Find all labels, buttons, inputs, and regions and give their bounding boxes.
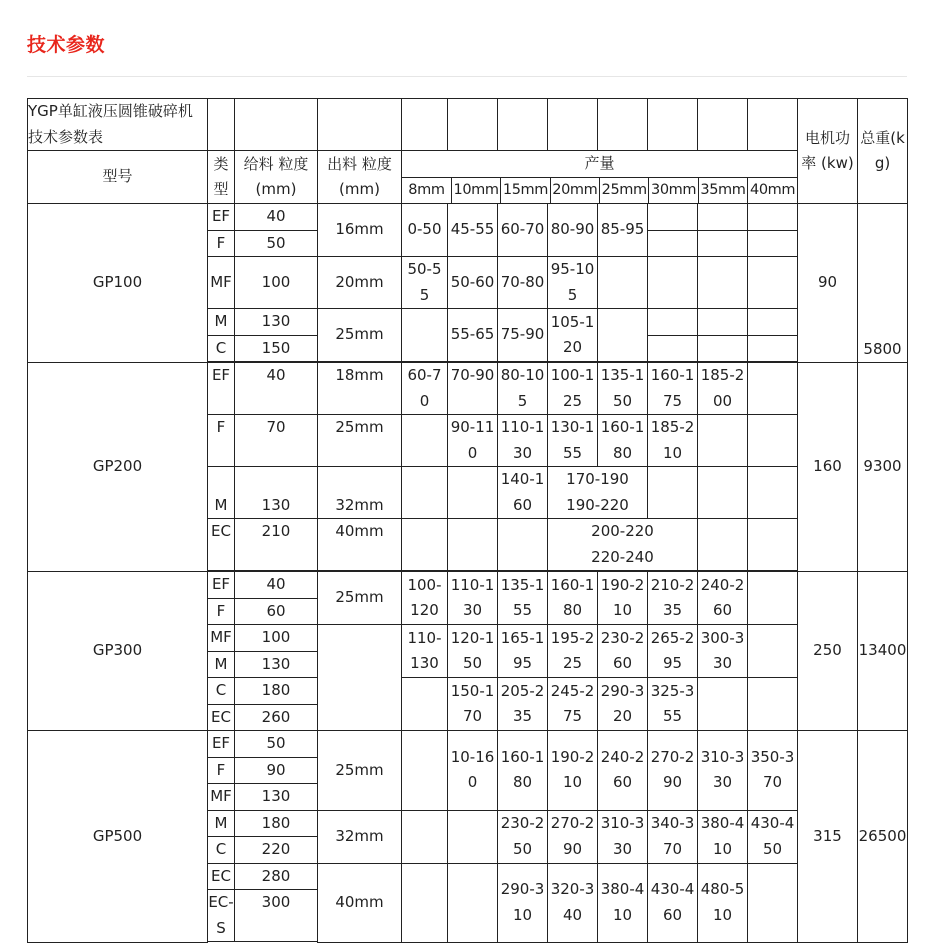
output-cell: 50-55	[402, 257, 448, 309]
discharge-cell: 25mm	[318, 309, 402, 362]
feed-cell: 50	[235, 230, 318, 257]
output-cell: 380-410	[598, 863, 648, 942]
output-cell: 240-260	[698, 572, 748, 625]
feed-cell: 280	[235, 863, 318, 890]
model-name: GP100	[28, 204, 208, 363]
power-cell: 90	[798, 204, 858, 363]
output-cell: 130-155	[548, 415, 598, 467]
type-cell: EC	[208, 863, 235, 890]
discharge-cell: 40mm	[318, 863, 402, 942]
output-col-label: 10mm	[451, 177, 500, 203]
header-power: 电机功率 (kw)	[798, 99, 858, 204]
output-cell: 75-90	[498, 309, 548, 362]
feed-cell: 180	[235, 678, 318, 705]
header-model: 型号	[28, 151, 208, 204]
output-cell: 310-330	[698, 731, 748, 811]
output-cell: 290-320	[598, 678, 648, 731]
output-cell: 230-260	[598, 625, 648, 678]
feed-cell: 100	[235, 257, 318, 309]
power-cell: 250	[798, 572, 858, 731]
output-cell: 100-125	[548, 363, 598, 415]
type-cell: M	[208, 467, 235, 519]
type-cell: MF	[208, 625, 235, 652]
output-cell: 70-90	[448, 363, 498, 415]
divider	[27, 76, 907, 77]
spec-table	[27, 98, 908, 943]
output-cell: 0-50	[402, 204, 448, 257]
type-cell: EC	[208, 519, 235, 571]
type-cell: MF	[208, 784, 235, 811]
table-caption: YGP单缸液压圆锥破碎机技术参数表	[28, 99, 208, 151]
feed-cell: 40	[235, 363, 318, 415]
output-cell: 165-195	[498, 625, 548, 678]
feed-cell: 40	[235, 204, 318, 231]
output-cell: 60-70	[498, 204, 548, 257]
output-cell: 80-105	[498, 363, 548, 415]
output-col-label: 40mm	[750, 181, 796, 198]
model-name: GP300	[28, 572, 208, 731]
feed-cell: 210	[235, 519, 318, 571]
type-cell: F	[208, 415, 235, 467]
type-cell: EF	[208, 204, 235, 231]
discharge-cell: 25mm	[318, 572, 402, 625]
output-cell: 320-340	[548, 863, 598, 942]
output-cell: 300-330	[698, 625, 748, 678]
output-cell: 140-160	[498, 467, 548, 519]
model-name: GP500	[28, 731, 208, 943]
output-cell: 10-160	[448, 731, 498, 811]
output-cell: 220-240	[591, 547, 654, 566]
type-cell: EF	[208, 731, 235, 758]
output-cell: 45-55	[448, 204, 498, 257]
type-cell: M	[208, 309, 235, 336]
output-cell: 70-80	[498, 257, 548, 309]
output-col-label: 20mm	[550, 177, 599, 203]
output-cell: 430-450	[748, 810, 798, 863]
feed-cell: 180	[235, 810, 318, 837]
output-col-label: 30mm	[649, 177, 698, 203]
output-cell: 100-120	[402, 572, 448, 625]
output-cell: 245-275	[548, 678, 598, 731]
output-cell: 240-260	[598, 731, 648, 811]
type-cell: MF	[208, 257, 235, 309]
type-cell: F	[208, 757, 235, 784]
output-cell: 60-70	[402, 363, 448, 415]
header-weight: 总重(kg)	[858, 99, 908, 204]
feed-cell: 130	[235, 309, 318, 336]
type-cell: M	[208, 810, 235, 837]
output-cell: 55-65	[448, 309, 498, 362]
discharge-cell: 18mm	[318, 363, 402, 415]
output-cell: 350-370	[748, 731, 798, 811]
output-col-label: 25mm	[600, 177, 649, 203]
output-cell: 430-460	[648, 863, 698, 942]
type-cell: C	[208, 335, 235, 362]
feed-cell: 60	[235, 598, 318, 625]
output-cell: 270-290	[548, 810, 598, 863]
type-cell: EC-S	[208, 890, 235, 942]
output-cell: 205-235	[498, 678, 548, 731]
type-cell: EC	[208, 704, 235, 731]
output-cell: 290-310	[498, 863, 548, 942]
output-cell: 265-295	[648, 625, 698, 678]
feed-cell: 70	[235, 415, 318, 467]
discharge-cell: 16mm	[318, 204, 402, 257]
output-cell: 310-330	[598, 810, 648, 863]
feed-cell: 150	[235, 335, 318, 362]
feed-cell: 130	[235, 467, 318, 519]
weight-cell: 26500	[858, 731, 908, 943]
type-cell: F	[208, 598, 235, 625]
discharge-cell: 20mm	[318, 257, 402, 309]
type-cell: EF	[208, 572, 235, 599]
header-discharge-size: 出料 粒度(mm)	[318, 151, 402, 204]
output-col-label: 15mm	[501, 177, 550, 203]
output-cell: 85-95	[598, 204, 648, 257]
feed-cell: 220	[235, 837, 318, 864]
output-cell: 160-180	[598, 415, 648, 467]
feed-cell: 260	[235, 704, 318, 731]
output-cell: 110-130	[498, 415, 548, 467]
output-col-label: 35mm	[698, 177, 747, 203]
feed-cell: 130	[235, 651, 318, 678]
output-cell: 80-90	[548, 204, 598, 257]
feed-cell: 40	[235, 572, 318, 599]
output-cell: 110-130	[448, 572, 498, 625]
output-cell: 120-150	[448, 625, 498, 678]
output-cell: 190-220	[566, 495, 629, 514]
output-cell: 480-510	[698, 863, 748, 942]
feed-cell: 90	[235, 757, 318, 784]
output-cell: 185-210	[648, 415, 698, 467]
output-cell: 135-150	[598, 363, 648, 415]
discharge-cell: 32mm	[318, 467, 402, 519]
type-cell: F	[208, 230, 235, 257]
output-cell: 200-220	[591, 522, 654, 540]
weight-cell: 9300	[858, 363, 908, 572]
section-title: 技术参数	[27, 34, 106, 56]
type-cell: M	[208, 651, 235, 678]
output-cell: 380-410	[698, 810, 748, 863]
header-type: 类型	[208, 151, 235, 204]
output-cell: 90-110	[448, 415, 498, 467]
output-cell: 230-250	[498, 810, 548, 863]
output-cell: 50-60	[448, 257, 498, 309]
output-cell: 150-170	[448, 678, 498, 731]
output-cell: 135-155	[498, 572, 548, 625]
feed-cell: 300	[235, 890, 318, 942]
discharge-cell: 25mm	[318, 731, 402, 811]
output-cell: 95-105	[548, 257, 598, 309]
output-col-label: 8mm	[402, 177, 451, 203]
output-cell: 160-180	[548, 572, 598, 625]
output-cell: 160-175	[648, 363, 698, 415]
output-cell: 270-290	[648, 731, 698, 811]
feed-cell: 50	[235, 731, 318, 758]
output-cell: 340-370	[648, 810, 698, 863]
type-cell: C	[208, 678, 235, 705]
output-cell: 210-235	[648, 572, 698, 625]
output-cell: 160-180	[498, 731, 548, 811]
feed-cell: 100	[235, 625, 318, 652]
weight-cell: 13400	[858, 572, 908, 731]
output-cell: 170-190	[566, 470, 629, 488]
power-cell: 160	[798, 363, 858, 572]
weight-cell: 5800	[858, 204, 908, 363]
header-output: 产量	[402, 151, 797, 177]
output-cell: 190-210	[548, 731, 598, 811]
type-cell: EF	[208, 363, 235, 415]
output-cell: 110-130	[402, 625, 448, 678]
header-feed-size: 给料 粒度(mm)	[235, 151, 318, 204]
output-cell: 185-200	[698, 363, 748, 415]
model-name: GP200	[28, 363, 208, 572]
output-cell: 325-355	[648, 678, 698, 731]
output-cell: 190-210	[598, 572, 648, 625]
discharge-cell: 25mm	[318, 415, 402, 467]
power-cell: 315	[798, 731, 858, 943]
output-cell: 105-120	[548, 309, 598, 362]
type-cell: C	[208, 837, 235, 864]
output-cell: 195-225	[548, 625, 598, 678]
feed-cell: 130	[235, 784, 318, 811]
discharge-cell: 32mm	[318, 810, 402, 863]
discharge-cell: 40mm	[318, 519, 402, 571]
